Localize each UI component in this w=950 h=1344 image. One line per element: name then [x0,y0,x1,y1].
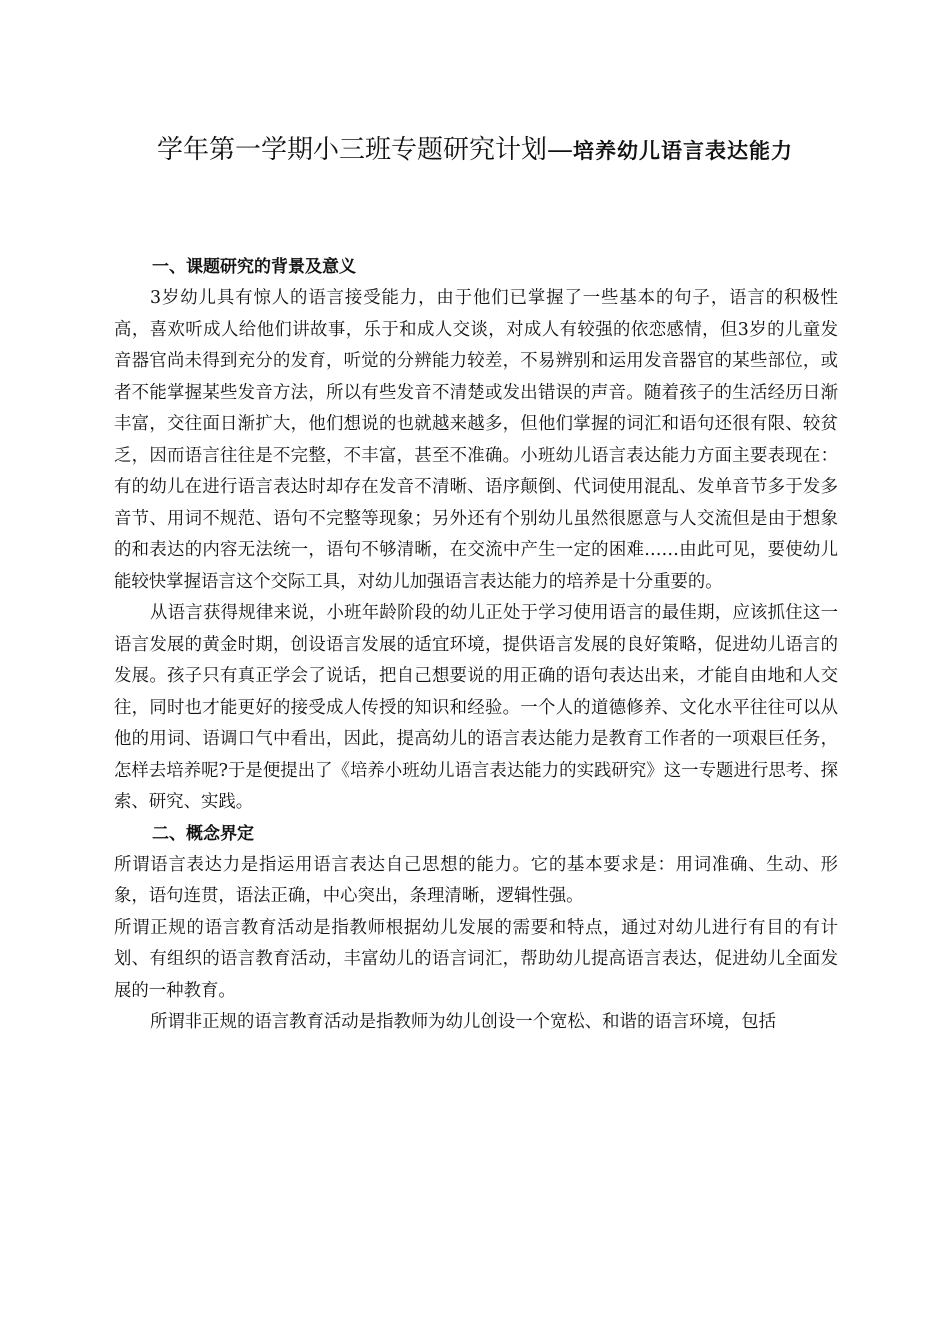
document-title [90,132,860,169]
title-dash: — [547,135,573,165]
paragraph-concept-formal: 所谓正规的语言教育活动是指教师根据幼儿发展的需要和特点，通过对幼儿进行有目的有计划、有组织的语言教育活动，丰富幼儿的语言词汇，帮助幼儿提高语言表达，促进幼儿全面发展的一种教育。 [114,917,838,1001]
paragraph-concept-expression: 所谓语言表达力是指运用语言表达自己思想的能力。它的基本要求是：用词准确、生动、形象，语句连贯，语法正确，中心突出，条理清晰，逻辑性强。 [114,854,838,906]
paragraph-background-1: 3岁幼儿具有惊人的语言接受能力，由于他们已掌握了一些基本的句子，语言的积极性高，喜欢听成人给他们讲故事，乐于和成人交谈，对成人有较强的依恋感情，但3岁的儿童发音器官尚未得到充分的发育，听觉的分辨能力较差，不易辨别和运用发音器官的某些部位，或者不能掌握某些发音方法，所以有些发音不清楚或发出错误的声音。随着孩子的生活经历日渐丰富，交往面日渐扩大，他们想说的也就越来越多，但他们掌握的词汇和语句还很有限、较贫乏，因而语言往往是不完整，不丰富，甚至不准确。小班幼儿语言表达能力方面主要表现在：有的幼儿在进行语言表达时却存在发音不清晰、语序颠倒、代词使用混乱、发单音节多于发多音节、用词不规范、语句不完整等现象；另外还有个别幼儿虽然很愿意与人交流但是由于想象的和表达的内容无法统一，语句不够清晰，在交流中产生一定的困难……由此可见，要使幼儿能较快掌握语言这个交际工具，对幼儿加强语言表达能力的培养是十分重要的。 [114,288,838,592]
paragraph-background-2: 从语言获得规律来说，小班年龄阶段的幼儿正处于学习使用语言的最佳期，应该抓住这一语言发展的黄金时期，创设语言发展的适宜环境，提供语言发展的良好策略，促进幼儿语言的发展。孩子只有真正学会了说话，把自己想要说的用正确的语句表达出来，才能自由地和人交往，同时也才能更好的接受成人传授的知识和经验。一个人的道德修养、文化水平往往可以从他的用词、语调口气中看出，因此，提高幼儿的语言表达能力是教育工作者的一项艰巨任务，怎样去培养呢?于是便提出了《培养小班幼儿语言表达能力的实践研究》这一专题进行思考、探索、研究、实践。 [114,603,838,812]
title-main: 学年第一学期小三班专题研究计划 [156,135,547,165]
paragraph-concept-informal: 所谓非正规的语言教育活动是指教师为幼儿创设一个宽松、和谐的语言环境，包括 [150,1012,777,1032]
document-body [114,252,838,1039]
title-subtitle: 培养幼儿语言表达能力 [573,139,793,163]
section-heading-background: 一、课题研究的背景及意义 [152,257,356,277]
section-heading-concepts: 二、概念界定 [152,823,254,844]
